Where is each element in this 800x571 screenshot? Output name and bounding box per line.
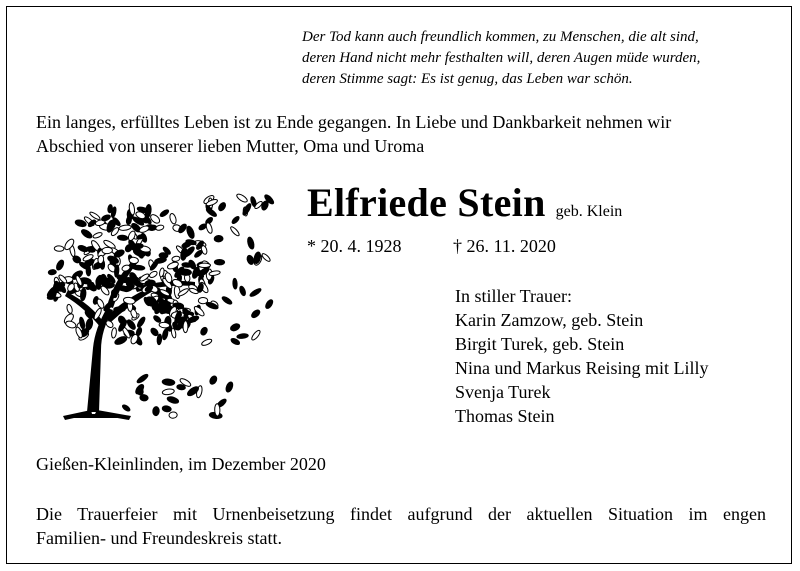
verse-line: Der Tod kann auch freundlich kommen, zu Menschen, die alt sind, — [302, 29, 699, 45]
funeral-line: Die Trauerfeier mit Urnenbeisetzung findet aufgrund der aktuellen Situation im engen — [36, 504, 766, 524]
life-dates — [307, 236, 556, 257]
verse-quote — [302, 27, 762, 90]
mourner-name: Karin Zamzow, geb. Stein — [455, 310, 644, 330]
deceased-heading — [307, 179, 622, 226]
verse-line: deren Stimme sagt: Es ist genug, das Leben war schön. — [302, 71, 633, 87]
mourners-heading: In stiller Trauer: — [455, 286, 572, 306]
mourner-name: Birgit Turek, geb. Stein — [455, 334, 625, 354]
death-date: † 26. 11. 2020 — [453, 236, 556, 256]
windblown-tree-icon — [35, 178, 275, 428]
birth-date: * 20. 4. 1928 — [307, 236, 402, 256]
mourner-name: Thomas Stein — [455, 406, 555, 426]
intro-line: Abschied von unserer lieben Mutter, Oma und Uroma — [36, 136, 425, 156]
mourners-list — [455, 284, 709, 428]
funeral-note — [36, 502, 766, 550]
deceased-name: Elfriede Stein — [307, 180, 546, 225]
place-and-date: Gießen-Kleinlinden, im Dezember 2020 — [36, 454, 326, 474]
mourner-name: Svenja Turek — [455, 382, 551, 402]
intro-line: Ein langes, erfülltes Leben ist zu Ende gegangen. In Liebe und Dankbarkeit nehmen wir — [36, 112, 672, 132]
verse-line: deren Hand nicht mehr festhalten will, deren Augen müde wurden, — [302, 50, 701, 66]
maiden-name: geb. Klein — [555, 203, 623, 220]
mourner-name: Nina und Markus Reising mit Lilly — [455, 358, 709, 378]
funeral-line: Familien- und Freundeskreis statt. — [36, 528, 282, 548]
intro-text — [36, 110, 766, 158]
